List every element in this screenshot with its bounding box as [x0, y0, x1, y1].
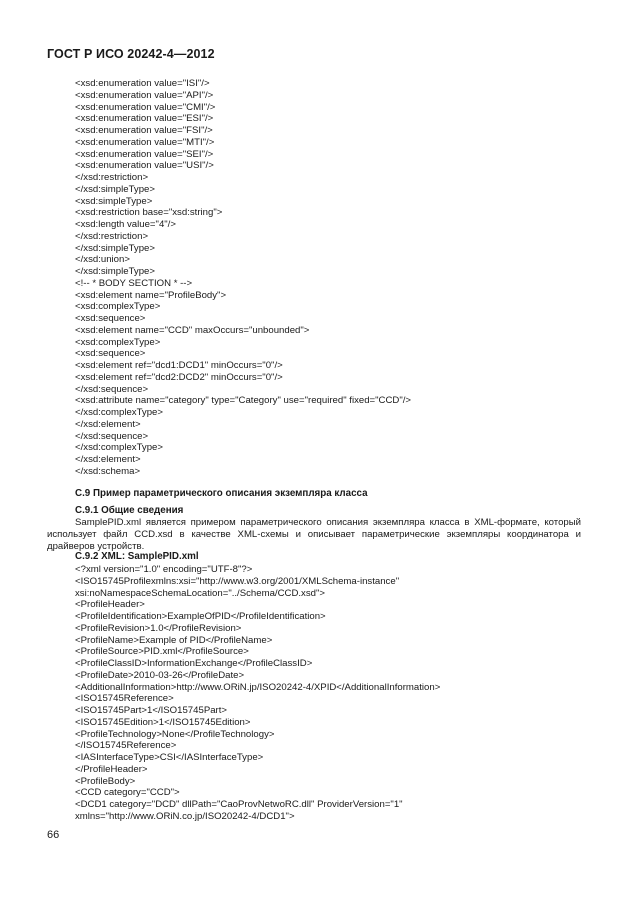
section-c91-text: SamplePID.xml является примером параметрического описания экземпляра класса в XML-формате, который использует файл CCD.xsd в качестве XML-схемы и описывает параметрические экземпляры координатора и драйверов устройств. [47, 517, 581, 552]
code-line: <xsd:enumeration value="API"/> [75, 89, 214, 101]
code-line: <!-- * BODY SECTION * --> [75, 277, 193, 289]
code-line: </xsd:complexType> [75, 442, 163, 454]
section-c92-title: С.9.2 XML: SamplePID.xml [75, 551, 199, 562]
page-number: 66 [47, 829, 60, 841]
code-line: xsi:noNamespaceSchemaLocation="../Schema/CCD.xsd"> [75, 587, 325, 599]
section-c91-paragraph [47, 517, 581, 553]
code-line: <ProfileClassID>InformationExchange</ProfileClassID> [75, 658, 313, 669]
code-line: <xsd:attribute name="category" type="Category" use="required" fixed="CCD"/> [75, 395, 412, 407]
code-line: <xsd:enumeration value="ISI"/> [75, 78, 210, 89]
code-line: </xsd:restriction> [75, 172, 149, 183]
code-line: <ProfileBody> [75, 775, 136, 787]
code-line: <xsd:enumeration value="MTI"/> [75, 136, 215, 148]
code-line: <xsd:restriction base="xsd:string"> [75, 207, 223, 219]
code-line: <xsd:enumeration value="FSI"/> [75, 125, 213, 136]
code-line: <ProfileName>Example of PID</ProfileName> [75, 634, 273, 646]
code-line: </xsd:element> [75, 454, 141, 465]
code-line: <IASInterfaceType>CSI</IASInterfaceType> [75, 752, 264, 763]
code-line: <xsd:enumeration value="ESI"/> [75, 113, 214, 125]
code-line: <ISO15745Reference> [75, 693, 174, 705]
code-line: <xsd:element ref="dcd1:DCD1" minOccurs="0"/> [75, 360, 283, 371]
xml-code-block [75, 564, 595, 823]
code-line: <ProfileHeader> [75, 599, 145, 611]
code-line: <xsd:element name="CCD" maxOccurs="unbounded"> [75, 324, 310, 336]
code-line: <ProfileTechnology>None</ProfileTechnology> [75, 728, 275, 740]
code-line: </xsd:schema> [75, 465, 141, 477]
code-line: <xsd:element ref="dcd2:DCD2" minOccurs="0"/> [75, 371, 283, 383]
code-line: <xsd:element name="ProfileBody"> [75, 289, 227, 301]
code-line: </xsd:restriction> [75, 230, 149, 242]
code-line: <DCD1 category="DCD" dllPath="CaoProvNetwoRC.dll" ProviderVersion="1" [75, 799, 403, 810]
code-line: <xsd:simpleType> [75, 195, 153, 207]
code-line: <xsd:enumeration value="USI"/> [75, 160, 214, 172]
code-line: <xsd:enumeration value="SEI"/> [75, 148, 214, 160]
code-line: <xsd:complexType> [75, 336, 161, 348]
code-line: <ProfileIdentification>ExampleOfPID</ProfileIdentification> [75, 611, 326, 622]
code-line: <xsd:sequence> [75, 313, 146, 324]
code-line: <ISO15745Profilexmlns:xsi="http://www.w3.org/2001/XMLSchema-instance" [75, 575, 400, 587]
code-line: </xsd:union> [75, 254, 130, 266]
code-line: <ProfileRevision>1.0</ProfileRevision> [75, 622, 242, 634]
code-line: </xsd:simpleType> [75, 242, 155, 254]
code-line: <ISO15745Part>1</ISO15745Part> [75, 705, 228, 716]
document-header: ГОСТ Р ИСО 20242-4—2012 [47, 47, 215, 61]
code-line: </ProfileHeader> [75, 763, 148, 775]
section-c91-title: С.9.1 Общие сведения [75, 505, 184, 516]
code-line: <xsd:complexType> [75, 301, 161, 313]
code-line: </xsd:simpleType> [75, 183, 155, 195]
code-line: </xsd:simpleType> [75, 266, 155, 277]
code-line: </ISO15745Reference> [75, 740, 177, 752]
code-line: <xsd:sequence> [75, 348, 146, 360]
code-line: </xsd:sequence> [75, 383, 149, 395]
code-line: </xsd:sequence> [75, 430, 149, 442]
section-c9-title: С.9 Пример параметрического описания экземпляра класса [75, 488, 368, 499]
code-line: </xsd:element> [75, 418, 141, 430]
code-line: </xsd:complexType> [75, 407, 163, 418]
code-line: <xsd:length value="4"/> [75, 219, 176, 230]
code-line: xmlns="http://www.ORiN.co.jp/ISO20242-4/DCD1"> [75, 810, 295, 822]
code-line: <?xml version="1.0" encoding="UTF-8"?> [75, 564, 253, 575]
code-line: <ProfileSource>PID.xml</ProfileSource> [75, 646, 249, 658]
code-line: <ProfileDate>2010-03-26</ProfileDate> [75, 669, 245, 681]
code-line: <xsd:enumeration value="CMI"/> [75, 101, 216, 113]
code-line: <CCD category="CCD"> [75, 787, 180, 799]
xsd-code-block [75, 78, 595, 478]
code-line: <AdditionalInformation>http://www.ORiN.jp/ISO20242-4/XPID</AdditionalInformation> [75, 681, 441, 693]
code-line: <ISO15745Edition>1</ISO15745Edition> [75, 716, 251, 728]
